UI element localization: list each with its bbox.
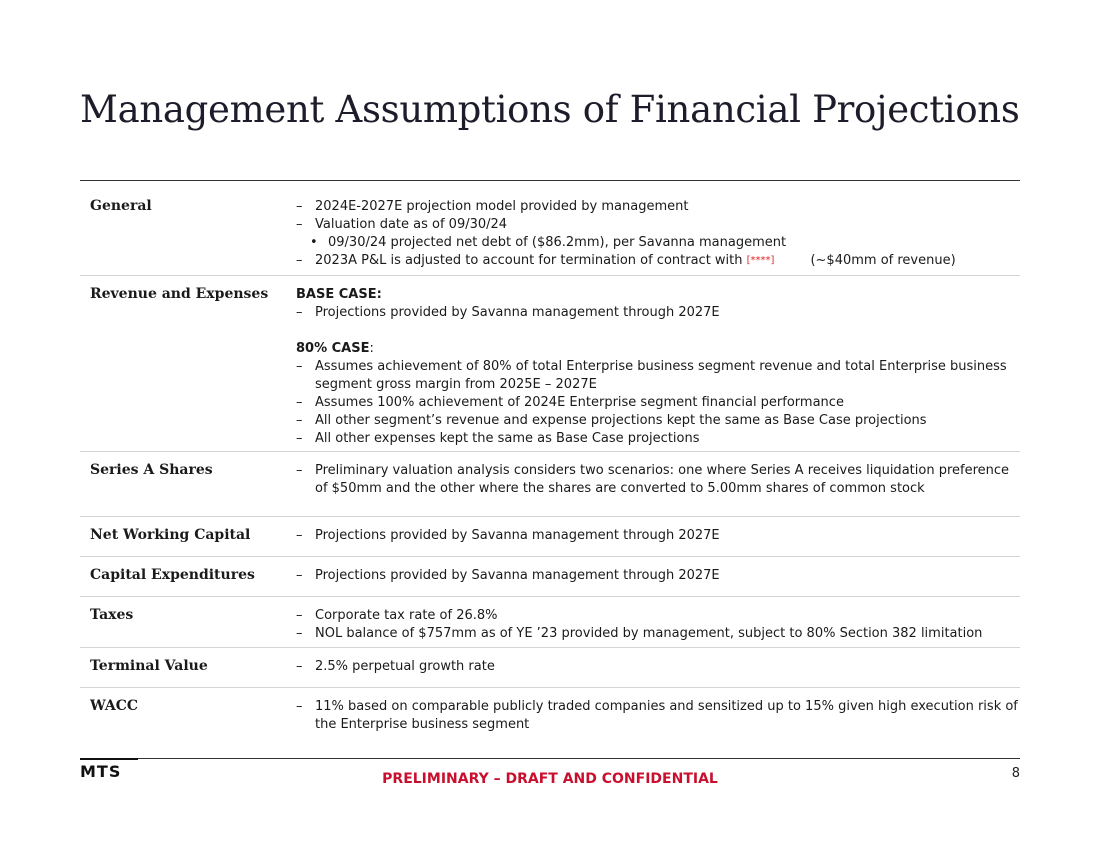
company-logo: MTS: [80, 762, 121, 781]
row-taxes: [80, 596, 1020, 647]
row-content: [296, 516, 1020, 556]
row-content: [296, 188, 1020, 275]
sub-list-item: • 09/30/24 projected net debt of ($86.2mm), per Savanna management: [310, 235, 787, 250]
list-item: – Assumes 100% achievement of 2024E Enterprise segment financial performance: [296, 394, 844, 410]
assumptions-table: [80, 188, 1020, 737]
row-label: Taxes: [90, 606, 134, 623]
row-revenue-expenses: [80, 275, 1020, 451]
list-item: – Assumes achievement of 80% of total Enterprise business segment revenue and total Enterprise business segment gross margin from 2025E – 2027E: [296, 358, 1007, 392]
list-item: – NOL balance of $757mm as of YE ’23 provided by management, subject to 80% Section 382 limitation: [296, 625, 983, 641]
confidential-footer: PRELIMINARY – DRAFT AND CONFIDENTIAL: [382, 771, 718, 787]
row-content: [296, 687, 1020, 737]
list-item: – Preliminary valuation analysis considers two scenarios: one where Series A receives liquidation preference of $50mm and the other where the shares are converted to 5.00mm shares of common stock: [296, 462, 1010, 496]
row-content: [296, 275, 1020, 451]
list-item: – 11% based on comparable publicly traded companies and sensitized up to 15% given high execution risk of the Enterprise business segment: [296, 698, 1018, 732]
row-capex: [80, 556, 1020, 596]
row-label: Revenue and Expenses: [90, 285, 269, 302]
row-label: Net Working Capital: [90, 526, 251, 543]
row-wacc: [80, 687, 1020, 737]
page-number: 8: [1011, 766, 1020, 781]
bottom-divider: [80, 758, 1020, 759]
base-case-heading: BASE CASE:: [296, 286, 382, 302]
row-content: [296, 556, 1020, 596]
list-item: – Valuation date as of 09/30/24: [296, 217, 508, 232]
row-label: General: [90, 198, 152, 214]
row-content: [296, 596, 1020, 647]
list-item: – Projections provided by Savanna management through 2027E: [296, 304, 720, 320]
list-item: – 2024E-2027E projection model provided by management: [296, 199, 689, 214]
row-content: [296, 647, 1020, 687]
row-label: Series A Shares: [90, 461, 213, 478]
list-item: – Corporate tax rate of 26.8%: [296, 607, 498, 623]
row-label: Terminal Value: [90, 657, 208, 674]
redaction-mark: [****]: [746, 255, 775, 266]
row-series-a: [80, 451, 1020, 516]
list-item: – 2.5% perpetual growth rate: [296, 658, 495, 674]
row-label: WACC: [90, 697, 138, 714]
row-net-working-capital: [80, 516, 1020, 556]
page-title: Management Assumptions of Financial Projections: [80, 88, 1020, 131]
list-item: – All other expenses kept the same as Base Case projections: [296, 430, 700, 446]
list-item: – 2023A P&L is adjusted to account for termination of contract with [****] (~$40mm of revenue): [296, 253, 956, 268]
top-divider: [80, 180, 1020, 181]
list-item: – Projections provided by Savanna management through 2027E: [296, 527, 720, 543]
list-item: – All other segment’s revenue and expense projections kept the same as Base Case projections: [296, 412, 927, 428]
row-general: [80, 188, 1020, 275]
row-label: Capital Expenditures: [90, 566, 255, 583]
row-content: [296, 451, 1020, 516]
list-item: – Projections provided by Savanna management through 2027E: [296, 567, 720, 583]
case-80-heading: 80% CASE:: [296, 340, 374, 356]
row-terminal-value: [80, 647, 1020, 687]
